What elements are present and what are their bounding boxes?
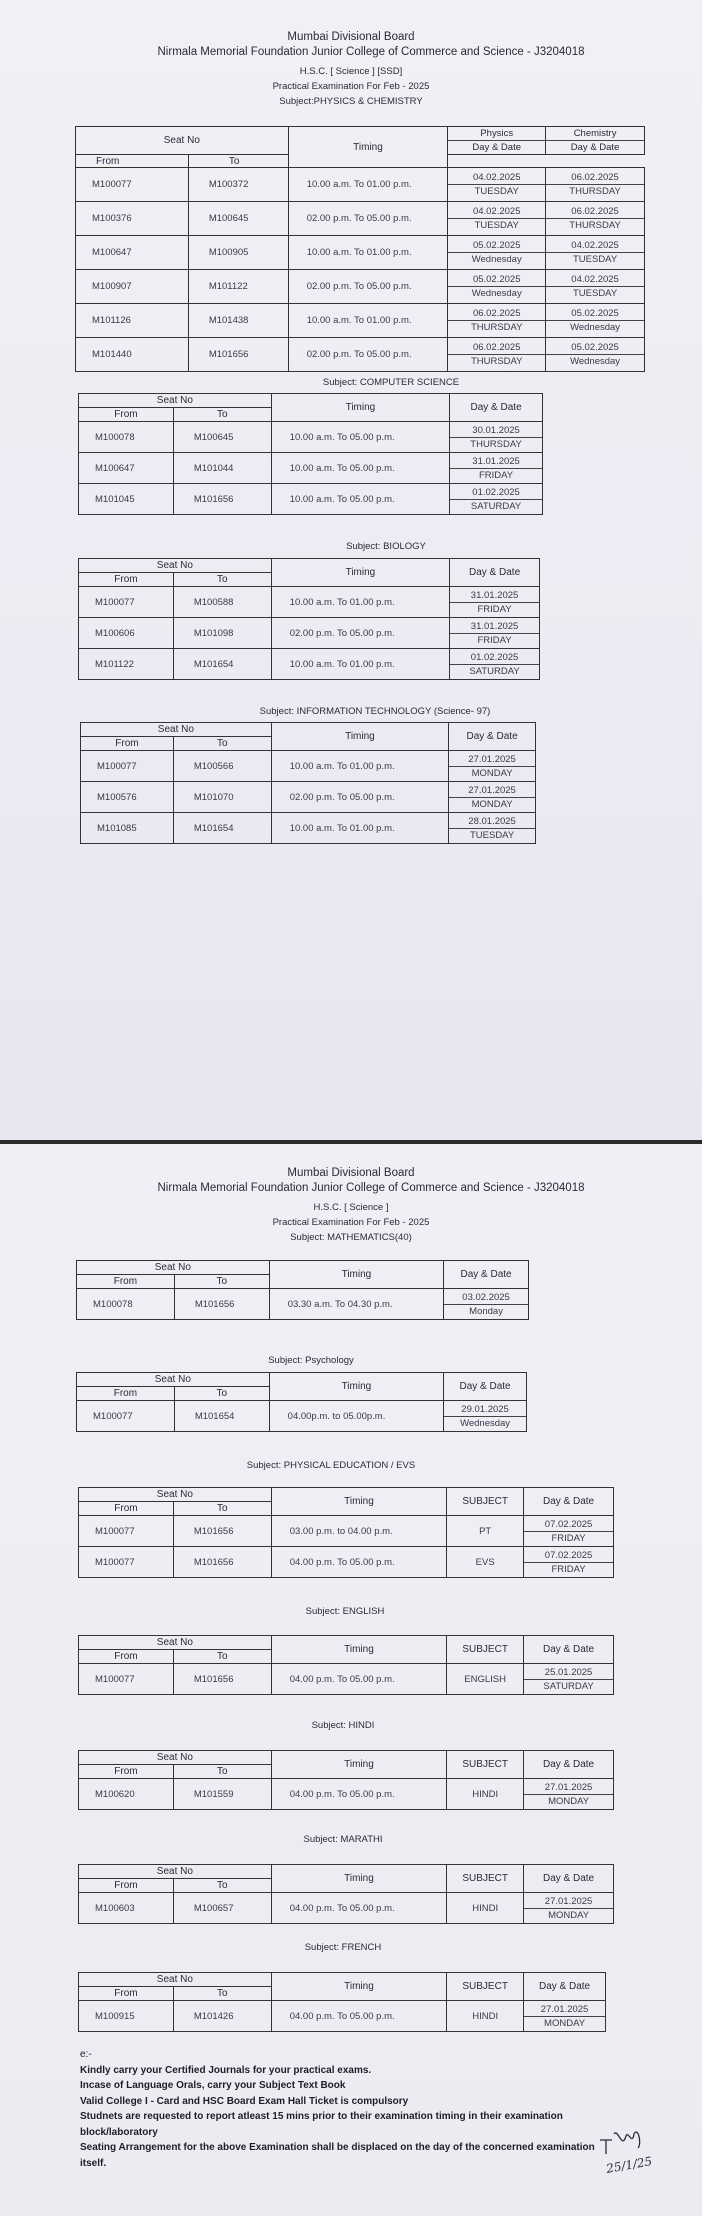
exam-date: 27.01.2025 — [524, 1781, 613, 1795]
note-line: Incase of Language Orals, carry your Subject Text Book — [80, 2080, 346, 2091]
day-date — [450, 453, 543, 484]
seat-from: M100576 — [81, 782, 174, 813]
exam-day: THURSDAY — [470, 322, 523, 333]
chemistry-date — [546, 338, 645, 372]
table-row — [76, 168, 645, 202]
day-date-header: Day & Date — [444, 1373, 527, 1401]
from-header: From — [77, 1387, 175, 1401]
biology-table — [78, 558, 540, 680]
day-date — [449, 782, 536, 813]
seat-from: M100077 — [79, 1547, 174, 1578]
day-date-header: Day & Date — [450, 559, 540, 587]
timing: 03.30 a.m. To 04.30 p.m. — [269, 1289, 443, 1320]
hindi-table — [78, 1750, 614, 1810]
table-row — [79, 1516, 614, 1547]
seat-from: M100907 — [76, 270, 189, 304]
exam-day: TUESDAY — [469, 829, 515, 841]
timing: 10.00 a.m. To 01.00 p.m. — [288, 236, 448, 270]
board-name: Mumbai Divisional Board — [287, 31, 415, 43]
college-name: Nirmala Memorial Foundation Junior College of Commerce and Science - J3204018 — [157, 46, 585, 58]
seat-to: M101654 — [173, 813, 271, 844]
exam-date: 04.02.2025 — [546, 273, 644, 287]
seat-to: M101559 — [173, 1779, 271, 1810]
note-line: Seating Arrangement for the above Examination shall be displaced on the day of the concerned examination itself. — [80, 2142, 595, 2169]
exam-day: MONDAY — [548, 1909, 590, 1921]
timing: 04.00 p.m. To 05.00 p.m. — [271, 1664, 446, 1695]
exam-day: MONDAY — [544, 2017, 586, 2029]
exam-day: THURSDAY — [569, 186, 621, 197]
timing: 04.00p.m. to 05.00p.m. — [269, 1401, 443, 1432]
physics-date — [448, 338, 546, 372]
subject-name: HINDI — [447, 1779, 524, 1810]
day-date — [524, 1547, 614, 1578]
marathi-title: Subject: MARATHI — [303, 1834, 383, 1845]
seat-from: M100078 — [77, 1289, 175, 1320]
chemistry-date — [546, 236, 645, 270]
timing-header: Timing — [271, 1488, 447, 1516]
chemistry-header: Chemistry Day & Date — [546, 127, 645, 155]
seat-no-header: Seat No — [76, 127, 289, 155]
exam-day: SATURDAY — [543, 1680, 594, 1692]
timing-header: Timing — [271, 394, 449, 422]
it-title: Subject: INFORMATION TECHNOLOGY (Science- 97) — [259, 706, 491, 717]
subject-name: EVS — [447, 1547, 524, 1578]
seat-to: M100588 — [173, 587, 271, 618]
from-header: From — [79, 1765, 174, 1779]
seat-no-header: Seat No — [79, 1488, 272, 1502]
seat-from: M101126 — [76, 304, 189, 338]
from-header: From — [79, 1502, 174, 1516]
day-date — [449, 751, 536, 782]
page1-header — [0, 30, 702, 109]
from-header: From — [79, 573, 174, 587]
pe-evs-title: Subject: PHYSICAL EDUCATION / EVS — [246, 1460, 416, 1471]
from-header: From — [79, 1650, 174, 1664]
subject-name: ENGLISH — [447, 1664, 524, 1695]
exam-date: 07.02.2025 — [524, 1518, 613, 1532]
seat-no-header: Seat No — [79, 1636, 272, 1650]
table-row — [76, 270, 645, 304]
day-date-header: Day & Date — [524, 1973, 606, 2001]
table-row — [79, 484, 543, 515]
seat-from: M100077 — [79, 587, 174, 618]
day-date — [450, 618, 540, 649]
day-date — [449, 813, 536, 844]
physics-date — [448, 270, 546, 304]
to-header: To — [173, 1987, 271, 2001]
instructions-notes — [80, 2047, 600, 2171]
to-header: To — [173, 1765, 271, 1779]
table-row — [76, 338, 645, 372]
exam-date: 25.01.2025 — [524, 1666, 613, 1680]
timing-header: Timing — [271, 559, 449, 587]
seat-to: M100657 — [173, 1893, 271, 1924]
exam-day: MONDAY — [471, 767, 513, 779]
seat-no-header: Seat No — [77, 1261, 270, 1275]
seat-no-header: Seat No — [79, 559, 272, 573]
exam-date: 31.01.2025 — [450, 620, 539, 634]
exam-date: 31.01.2025 — [450, 455, 542, 469]
exam-date: 05.02.2025 — [448, 273, 545, 287]
timing: 10.00 a.m. To 05.00 p.m. — [271, 422, 449, 453]
from-header: From — [79, 408, 174, 422]
physics-chemistry-table — [75, 126, 645, 372]
exam-date: 27.01.2025 — [449, 784, 535, 798]
exam-date: 01.02.2025 — [450, 651, 539, 665]
exam-day: MONDAY — [548, 1795, 590, 1807]
pe-evs-table — [78, 1487, 614, 1578]
subject-header: SUBJECT — [447, 1488, 524, 1516]
subject-header: SUBJECT — [447, 1636, 524, 1664]
mathematics-table — [76, 1260, 529, 1320]
timing-header: Timing — [269, 1373, 443, 1401]
timing-header: Timing — [271, 1636, 446, 1664]
timing: 10.00 a.m. To 05.00 p.m. — [271, 453, 449, 484]
exam-day: FRIDAY — [479, 469, 514, 481]
exam-day: FRIDAY — [477, 603, 512, 615]
exam-day: Wednesday — [471, 254, 522, 265]
note-line: Studnets are requested to report atleast 15 mins prior to their examination timing in their examination block/laboratory — [80, 2111, 563, 2138]
it-table — [80, 722, 536, 844]
to-header: To — [173, 1879, 271, 1893]
seat-to: M101044 — [173, 453, 271, 484]
exam-date: 03.02.2025 — [444, 1291, 528, 1305]
psychology-table — [76, 1372, 527, 1432]
chemistry-date — [546, 168, 645, 202]
seat-from: M100077 — [79, 1664, 174, 1695]
from-header: From — [79, 1879, 174, 1893]
table-row — [79, 649, 540, 680]
timing: 10.00 a.m. To 01.00 p.m. — [271, 649, 449, 680]
exam-day: SATURDAY — [469, 665, 520, 677]
exam-date: 04.02.2025 — [546, 239, 644, 253]
timing: 10.00 a.m. To 01.00 p.m. — [288, 304, 448, 338]
subject-header: SUBJECT — [447, 1865, 524, 1893]
seat-to: M101438 — [188, 304, 288, 338]
seat-to: M100645 — [173, 422, 271, 453]
physics-date — [448, 202, 546, 236]
seat-from: M101122 — [79, 649, 174, 680]
seat-to: M101070 — [173, 782, 271, 813]
timing: 04.00 p.m. To 05.00 p.m. — [271, 1893, 447, 1924]
day-date — [524, 1664, 614, 1695]
seat-from: M100077 — [77, 1401, 175, 1432]
exam-date: 05.02.2025 — [546, 307, 644, 321]
seat-to: M100372 — [188, 168, 288, 202]
day-date-header: Day & Date — [524, 1865, 614, 1893]
seat-from: M100620 — [79, 1779, 174, 1810]
seat-from: M100077 — [81, 751, 174, 782]
timing: 04.00 p.m. To 05.00 p.m. — [271, 1547, 447, 1578]
exam-title: Practical Examination For Feb - 2025 — [272, 81, 430, 92]
table-row — [79, 587, 540, 618]
seat-to: M101656 — [173, 1547, 271, 1578]
day-date-header: Day & Date — [450, 394, 543, 422]
french-table — [78, 1972, 606, 2032]
timing: 10.00 a.m. To 01.00 p.m. — [271, 751, 448, 782]
day-date-header: Day & Date — [449, 723, 536, 751]
seat-from: M100077 — [76, 168, 189, 202]
seat-to: M101656 — [174, 1289, 269, 1320]
signature-date: 25/1/25 — [605, 2154, 654, 2176]
seat-from: M100647 — [79, 453, 174, 484]
biology-title: Subject: BIOLOGY — [346, 541, 426, 552]
english-title: Subject: ENGLISH — [305, 1606, 385, 1617]
exam-date: 05.02.2025 — [448, 239, 545, 253]
exam-day: Wednesday — [471, 288, 522, 299]
table-row — [76, 304, 645, 338]
timing-header: Timing — [271, 723, 448, 751]
exam-date: 29.01.2025 — [444, 1403, 526, 1417]
exam-date: 01.02.2025 — [450, 486, 542, 500]
timing: 10.00 a.m. To 01.00 p.m. — [271, 813, 448, 844]
exam-date: 31.01.2025 — [450, 589, 539, 603]
seat-from: M100376 — [76, 202, 189, 236]
seat-from: M100915 — [79, 2001, 174, 2032]
note-line: e:- — [80, 2049, 92, 2060]
day-date — [450, 484, 543, 515]
exam-date: 04.02.2025 — [448, 205, 545, 219]
day-date — [524, 2001, 606, 2032]
exam-day: THURSDAY — [470, 438, 522, 450]
exam-date: 06.02.2025 — [448, 307, 545, 321]
seat-to: M100905 — [188, 236, 288, 270]
day-date — [450, 422, 543, 453]
from-header: From — [77, 1275, 175, 1289]
exam-day: Wednesday — [570, 356, 621, 367]
exam-day: TUESDAY — [572, 254, 618, 265]
physics-date — [448, 236, 546, 270]
table-row — [81, 751, 536, 782]
table-row — [79, 422, 543, 453]
physics-date — [448, 168, 546, 202]
timing: 02.00 p.m. To 05.00 p.m. — [288, 338, 448, 372]
seat-from: M100078 — [79, 422, 174, 453]
page2-header — [0, 1166, 702, 1245]
timing-header: Timing — [271, 1751, 447, 1779]
exam-day: Wednesday — [570, 322, 621, 333]
exam-date: 06.02.2025 — [546, 205, 644, 219]
french-title: Subject: FRENCH — [304, 1942, 382, 1953]
subject-name: PT — [447, 1516, 524, 1547]
to-header: To — [188, 155, 288, 168]
seat-no-header: Seat No — [79, 1751, 272, 1765]
table-row — [81, 813, 536, 844]
college-name: Nirmala Memorial Foundation Junior College of Commerce and Science - J3204018 — [157, 1182, 585, 1194]
seat-no-header: Seat No — [77, 1373, 270, 1387]
timing-header: Timing — [271, 1865, 447, 1893]
seat-to: M101654 — [174, 1401, 269, 1432]
exam-day: TUESDAY — [474, 220, 519, 231]
exam-date: 04.02.2025 — [448, 171, 545, 185]
exam-date: 27.01.2025 — [524, 1895, 613, 1909]
english-table — [78, 1635, 614, 1695]
day-date — [444, 1401, 527, 1432]
timing-header: Timing — [288, 127, 448, 168]
stream: H.S.C. [ Science ] — [313, 1202, 389, 1213]
seat-from: M100603 — [79, 1893, 174, 1924]
day-date — [524, 1516, 614, 1547]
chemistry-date — [546, 202, 645, 236]
exam-day: FRIDAY — [477, 634, 512, 646]
psychology-title: Subject: Psychology — [268, 1355, 354, 1366]
timing: 10.00 a.m. To 01.00 p.m. — [288, 168, 448, 202]
timing: 04.00 p.m. To 05.00 p.m. — [271, 2001, 446, 2032]
to-header: To — [173, 573, 271, 587]
exam-day: Wednesday — [460, 1417, 511, 1429]
exam-date: 27.01.2025 — [449, 753, 535, 767]
seat-to: M101656 — [173, 1516, 271, 1547]
exam-day: THURSDAY — [569, 220, 621, 231]
computer-science-table — [78, 393, 543, 515]
day-date — [450, 587, 540, 618]
day-date — [444, 1289, 529, 1320]
exam-day: FRIDAY — [551, 1563, 586, 1575]
to-header: To — [174, 1387, 269, 1401]
table-row — [79, 2001, 606, 2032]
chemistry-date — [546, 304, 645, 338]
table-row — [77, 1401, 527, 1432]
timing: 10.00 a.m. To 05.00 p.m. — [271, 484, 449, 515]
exam-day: THURSDAY — [470, 356, 523, 367]
to-header: To — [174, 1275, 269, 1289]
seat-no-header: Seat No — [79, 1865, 272, 1879]
subject-header: SUBJECT — [447, 1751, 524, 1779]
timing: 04.00 p.m. To 05.00 p.m. — [271, 1779, 447, 1810]
exam-day: Monday — [469, 1305, 503, 1317]
seat-from: M100647 — [76, 236, 189, 270]
note-line: Kindly carry your Certified Journals for your practical exams. — [80, 2064, 372, 2076]
from-header: From — [76, 155, 189, 168]
hindi-title: Subject: HINDI — [311, 1720, 375, 1731]
table-row — [76, 202, 645, 236]
subject-name: HINDI — [447, 1893, 524, 1924]
stream: H.S.C. [ Science ] [SSD] — [299, 66, 403, 77]
exam-date: 27.01.2025 — [524, 2003, 605, 2017]
day-date-header: Day & Date — [524, 1751, 614, 1779]
seat-from: M100606 — [79, 618, 174, 649]
subject-title: Subject:PHYSICS & CHEMISTRY — [279, 96, 423, 107]
table-row — [81, 782, 536, 813]
day-date — [524, 1893, 614, 1924]
marathi-table — [78, 1864, 614, 1924]
table-row — [79, 1893, 614, 1924]
seat-to: M101654 — [173, 649, 271, 680]
timing: 02.00 p.m. To 05.00 p.m. — [271, 618, 449, 649]
subject-title: Subject: MATHEMATICS(40) — [290, 1232, 412, 1243]
note-line: Valid College I - Card and HSC Board Exam Hall Ticket is compulsory — [80, 2095, 409, 2107]
timing-header: Timing — [271, 1973, 446, 2001]
timing: 03.00 p.m. to 04.00 p.m. — [271, 1516, 447, 1547]
exam-date: 28.01.2025 — [449, 815, 535, 829]
day-date-header: Day & Date — [524, 1636, 614, 1664]
to-header: To — [173, 1650, 271, 1664]
seat-to: M100645 — [188, 202, 288, 236]
to-header: To — [173, 408, 271, 422]
subject-header: SUBJECT — [447, 1973, 524, 2001]
seat-to: M101098 — [173, 618, 271, 649]
seat-to: M101656 — [188, 338, 288, 372]
table-row — [79, 453, 543, 484]
seat-to: M101656 — [173, 484, 271, 515]
seat-from: M101440 — [76, 338, 189, 372]
exam-day: MONDAY — [471, 798, 513, 810]
chemistry-date — [546, 270, 645, 304]
timing: 02.00 p.m. To 05.00 p.m. — [271, 782, 448, 813]
to-header: To — [173, 737, 271, 751]
physics-date — [448, 304, 546, 338]
exam-date: 06.02.2025 — [448, 341, 545, 355]
board-name: Mumbai Divisional Board — [287, 1167, 415, 1179]
subject-name: HINDI — [447, 2001, 524, 2032]
exam-title: Practical Examination For Feb - 2025 — [272, 1217, 430, 1228]
day-date-header: Day & Date — [524, 1488, 614, 1516]
table-row — [76, 236, 645, 270]
from-header: From — [79, 1987, 174, 2001]
exam-date: 05.02.2025 — [546, 341, 644, 355]
day-date-header: Day & Date — [444, 1261, 529, 1289]
to-header: To — [173, 1502, 271, 1516]
seat-from: M100077 — [79, 1516, 174, 1547]
day-date — [450, 649, 540, 680]
computer-science-title: Subject: COMPUTER SCIENCE — [322, 377, 460, 388]
physics-header: Physics Day & Date — [448, 127, 546, 155]
table-row — [79, 1779, 614, 1810]
seat-no-header: Seat No — [81, 723, 272, 737]
timing: 10.00 a.m. To 01.00 p.m. — [271, 587, 449, 618]
seat-to: M101656 — [173, 1664, 271, 1695]
table-row — [79, 1547, 614, 1578]
exam-day: TUESDAY — [572, 288, 618, 299]
seat-from: M101085 — [81, 813, 174, 844]
timing: 02.00 p.m. To 05.00 p.m. — [288, 202, 448, 236]
exam-date: 30.01.2025 — [450, 424, 542, 438]
timing-header: Timing — [269, 1261, 443, 1289]
table-row — [77, 1289, 529, 1320]
day-date — [524, 1779, 614, 1810]
exam-day: TUESDAY — [474, 186, 519, 197]
exam-day: SATURDAY — [470, 500, 522, 512]
exam-day: FRIDAY — [551, 1532, 586, 1544]
seat-to: M101122 — [188, 270, 288, 304]
timing: 02.00 p.m. To 05.00 p.m. — [288, 270, 448, 304]
seat-no-header: Seat No — [79, 1973, 272, 1987]
table-row — [79, 1664, 614, 1695]
seat-to: M101426 — [173, 2001, 271, 2032]
from-header: From — [81, 737, 174, 751]
seat-no-header: Seat No — [79, 394, 272, 408]
seat-to: M100566 — [173, 751, 271, 782]
seat-from: M101045 — [79, 484, 174, 515]
exam-date: 07.02.2025 — [524, 1549, 613, 1563]
exam-date: 06.02.2025 — [546, 171, 644, 185]
table-row — [79, 618, 540, 649]
